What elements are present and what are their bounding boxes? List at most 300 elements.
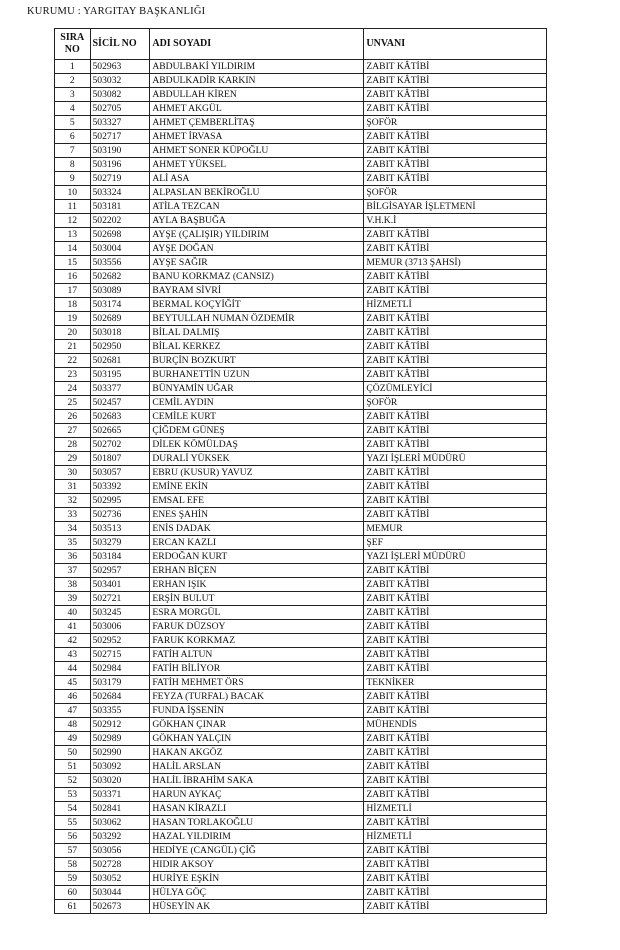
cell-unvani: ŞOFÖR: [364, 186, 547, 200]
cell-sicil-no: 503245: [90, 606, 150, 620]
cell-sicil-no: 503292: [90, 830, 150, 844]
cell-sicil-no: 503196: [90, 158, 150, 172]
cell-sira-no: 43: [55, 648, 91, 662]
cell-unvani: ZABIT KÂTİBİ: [364, 354, 547, 368]
cell-sicil-no: 503006: [90, 620, 150, 634]
cell-unvani: ZABIT KÂTİBİ: [364, 60, 547, 74]
cell-unvani: HİZMETLİ: [364, 802, 547, 816]
cell-unvani: ŞOFÖR: [364, 116, 547, 130]
cell-adi-soyadi: FARUK DÜZSOY: [150, 620, 364, 634]
cell-sira-no: 8: [55, 158, 91, 172]
header-unvani: UNVANI: [364, 29, 547, 60]
cell-adi-soyadi: ALİ ASA: [150, 172, 364, 186]
cell-sicil-no: 502728: [90, 858, 150, 872]
cell-sicil-no: 502702: [90, 438, 150, 452]
table-row: [55, 200, 547, 214]
cell-sicil-no: 503556: [90, 256, 150, 270]
cell-unvani: YAZI İŞLERİ MÜDÜRÜ: [364, 452, 547, 466]
cell-adi-soyadi: HURİYE EŞKİN: [150, 872, 364, 886]
cell-adi-soyadi: AYLA BAŞBUĞA: [150, 214, 364, 228]
cell-sira-no: 55: [55, 816, 91, 830]
cell-adi-soyadi: EBRU (KUSUR) YAVUZ: [150, 466, 364, 480]
cell-sira-no: 58: [55, 858, 91, 872]
cell-sira-no: 7: [55, 144, 91, 158]
table-row: [55, 620, 547, 634]
table-row: [55, 690, 547, 704]
cell-unvani: ZABIT KÂTİBİ: [364, 592, 547, 606]
cell-sira-no: 42: [55, 634, 91, 648]
cell-sira-no: 30: [55, 466, 91, 480]
table-row: [55, 830, 547, 844]
table-row: [55, 788, 547, 802]
cell-unvani: ZABIT KÂTİBİ: [364, 620, 547, 634]
cell-unvani: ZABIT KÂTİBİ: [364, 158, 547, 172]
cell-sira-no: 46: [55, 690, 91, 704]
table-row: [55, 648, 547, 662]
table-row: [55, 466, 547, 480]
cell-unvani: MÜHENDİS: [364, 718, 547, 732]
table-row: [55, 564, 547, 578]
table-row: [55, 410, 547, 424]
cell-sicil-no: 502984: [90, 662, 150, 676]
cell-unvani: TEKNİKER: [364, 676, 547, 690]
cell-sicil-no: 503377: [90, 382, 150, 396]
cell-sicil-no: 503174: [90, 298, 150, 312]
cell-adi-soyadi: BURÇİN BOZKURT: [150, 354, 364, 368]
header-sicil-no: SİCİL NO: [90, 29, 150, 60]
cell-sira-no: 22: [55, 354, 91, 368]
cell-adi-soyadi: ÇİĞDEM GÜNEŞ: [150, 424, 364, 438]
cell-unvani: ZABIT KÂTİBİ: [364, 368, 547, 382]
cell-sicil-no: 503052: [90, 872, 150, 886]
cell-adi-soyadi: BAYRAM SİVRİ: [150, 284, 364, 298]
cell-unvani: ZABIT KÂTİBİ: [364, 312, 547, 326]
cell-adi-soyadi: BERMAL KOÇYİĞİT: [150, 298, 364, 312]
cell-sira-no: 9: [55, 172, 91, 186]
cell-adi-soyadi: DURALİ YÜKSEK: [150, 452, 364, 466]
cell-sira-no: 32: [55, 494, 91, 508]
cell-sira-no: 25: [55, 396, 91, 410]
cell-sira-no: 2: [55, 74, 91, 88]
table-row: [55, 228, 547, 242]
cell-adi-soyadi: BURHANETTİN UZUN: [150, 368, 364, 382]
cell-unvani: ŞOFÖR: [364, 396, 547, 410]
cell-sicil-no: 501807: [90, 452, 150, 466]
cell-adi-soyadi: BİLAL DALMIŞ: [150, 326, 364, 340]
cell-unvani: YAZI İŞLERİ MÜDÜRÜ: [364, 550, 547, 564]
cell-adi-soyadi: HASAN TORLAKOĞLU: [150, 816, 364, 830]
personnel-table: [54, 28, 547, 914]
cell-adi-soyadi: ABDULLAH KİREN: [150, 88, 364, 102]
cell-sira-no: 37: [55, 564, 91, 578]
cell-unvani: ZABIT KÂTİBİ: [364, 494, 547, 508]
table-row: [55, 760, 547, 774]
cell-sicil-no: 502682: [90, 270, 150, 284]
cell-adi-soyadi: ERDOĞAN KURT: [150, 550, 364, 564]
cell-unvani: ZABIT KÂTİBİ: [364, 74, 547, 88]
cell-sicil-no: 503392: [90, 480, 150, 494]
cell-sicil-no: 503082: [90, 88, 150, 102]
cell-adi-soyadi: AYŞE SAĞIR: [150, 256, 364, 270]
cell-sira-no: 60: [55, 886, 91, 900]
cell-unvani: ZABIT KÂTİBİ: [364, 816, 547, 830]
table-row: [55, 732, 547, 746]
cell-sicil-no: 503004: [90, 242, 150, 256]
cell-unvani: ZABIT KÂTİBİ: [364, 606, 547, 620]
cell-sira-no: 28: [55, 438, 91, 452]
table-row: [55, 718, 547, 732]
cell-adi-soyadi: FARUK KORKMAZ: [150, 634, 364, 648]
cell-adi-soyadi: BEYTULLAH NUMAN ÖZDEMİR: [150, 312, 364, 326]
table-row: [55, 592, 547, 606]
cell-adi-soyadi: AHMET AKGÜL: [150, 102, 364, 116]
cell-adi-soyadi: BÜNYAMİN UĞAR: [150, 382, 364, 396]
cell-sira-no: 56: [55, 830, 91, 844]
cell-adi-soyadi: HAZAL YILDIRIM: [150, 830, 364, 844]
cell-sira-no: 31: [55, 480, 91, 494]
table-row: [55, 704, 547, 718]
table-row: [55, 606, 547, 620]
cell-sira-no: 38: [55, 578, 91, 592]
cell-sicil-no: 502957: [90, 564, 150, 578]
cell-unvani: ZABIT KÂTİBİ: [364, 746, 547, 760]
cell-adi-soyadi: ERHAN BİÇEN: [150, 564, 364, 578]
table-row: [55, 354, 547, 368]
cell-unvani: ZABIT KÂTİBİ: [364, 648, 547, 662]
cell-sira-no: 36: [55, 550, 91, 564]
cell-unvani: ZABIT KÂTİBİ: [364, 284, 547, 298]
cell-sira-no: 39: [55, 592, 91, 606]
cell-sicil-no: 502683: [90, 410, 150, 424]
table-row: [55, 74, 547, 88]
table-row: [55, 88, 547, 102]
table-row: [55, 802, 547, 816]
cell-sira-no: 11: [55, 200, 91, 214]
cell-sicil-no: 503092: [90, 760, 150, 774]
cell-sira-no: 18: [55, 298, 91, 312]
cell-sira-no: 49: [55, 732, 91, 746]
table-row: [55, 158, 547, 172]
cell-unvani: ZABIT KÂTİBİ: [364, 564, 547, 578]
cell-unvani: MEMUR: [364, 522, 547, 536]
table-row: [55, 676, 547, 690]
cell-sira-no: 52: [55, 774, 91, 788]
cell-sicil-no: 502689: [90, 312, 150, 326]
cell-sira-no: 47: [55, 704, 91, 718]
cell-sira-no: 16: [55, 270, 91, 284]
cell-adi-soyadi: BİLAL KERKEZ: [150, 340, 364, 354]
cell-sicil-no: 502681: [90, 354, 150, 368]
cell-unvani: ZABIT KÂTİBİ: [364, 438, 547, 452]
cell-sicil-no: 503032: [90, 74, 150, 88]
cell-sicil-no: 502989: [90, 732, 150, 746]
cell-unvani: ZABIT KÂTİBİ: [364, 102, 547, 116]
cell-sira-no: 40: [55, 606, 91, 620]
table-row: [55, 130, 547, 144]
table-row: [55, 214, 547, 228]
table-row: [55, 298, 547, 312]
cell-unvani: ZABIT KÂTİBİ: [364, 130, 547, 144]
cell-unvani: ŞEF: [364, 536, 547, 550]
header-sira-no: SIRA NO: [55, 29, 91, 60]
cell-sicil-no: 502705: [90, 102, 150, 116]
cell-unvani: ZABIT KÂTİBİ: [364, 634, 547, 648]
cell-sira-no: 13: [55, 228, 91, 242]
table-row: [55, 746, 547, 760]
cell-unvani: ZABIT KÂTİBİ: [364, 844, 547, 858]
table-row: [55, 536, 547, 550]
cell-adi-soyadi: AHMET YÜKSEL: [150, 158, 364, 172]
cell-adi-soyadi: ABDULKADİR KARKIN: [150, 74, 364, 88]
cell-adi-soyadi: FATİH BİLİYOR: [150, 662, 364, 676]
cell-unvani: V.H.K.İ: [364, 214, 547, 228]
cell-unvani: ZABIT KÂTİBİ: [364, 578, 547, 592]
cell-sira-no: 34: [55, 522, 91, 536]
cell-sira-no: 1: [55, 60, 91, 74]
table-row: [55, 172, 547, 186]
cell-sicil-no: 502721: [90, 592, 150, 606]
cell-sicil-no: 502719: [90, 172, 150, 186]
cell-sicil-no: 503401: [90, 578, 150, 592]
cell-sira-no: 21: [55, 340, 91, 354]
cell-unvani: ZABIT KÂTİBİ: [364, 900, 547, 914]
cell-sira-no: 4: [55, 102, 91, 116]
cell-unvani: ZABIT KÂTİBİ: [364, 690, 547, 704]
cell-sicil-no: 503371: [90, 788, 150, 802]
cell-sicil-no: 502841: [90, 802, 150, 816]
cell-sicil-no: 503181: [90, 200, 150, 214]
cell-sicil-no: 502715: [90, 648, 150, 662]
cell-sicil-no: 503089: [90, 284, 150, 298]
cell-sira-no: 57: [55, 844, 91, 858]
cell-sicil-no: 502673: [90, 900, 150, 914]
table-row: [55, 102, 547, 116]
cell-sicil-no: 502717: [90, 130, 150, 144]
table-row: [55, 144, 547, 158]
cell-adi-soyadi: FEYZA (TURFAL) BACAK: [150, 690, 364, 704]
cell-sira-no: 41: [55, 620, 91, 634]
cell-unvani: ZABIT KÂTİBİ: [364, 228, 547, 242]
cell-unvani: ZABIT KÂTİBİ: [364, 788, 547, 802]
table-row: [55, 522, 547, 536]
table-row: [55, 284, 547, 298]
cell-adi-soyadi: ERHAN IŞIK: [150, 578, 364, 592]
cell-sicil-no: 502950: [90, 340, 150, 354]
table-body: [55, 60, 547, 914]
table-row: [55, 774, 547, 788]
cell-adi-soyadi: EMSAL EFE: [150, 494, 364, 508]
cell-sicil-no: 502912: [90, 718, 150, 732]
cell-unvani: ZABIT KÂTİBİ: [364, 872, 547, 886]
cell-adi-soyadi: ABDULBAKİ YILDIRIM: [150, 60, 364, 74]
cell-sicil-no: 502665: [90, 424, 150, 438]
cell-sicil-no: 503179: [90, 676, 150, 690]
header-adi-soyadi: ADI SOYADI: [150, 29, 364, 60]
cell-sira-no: 23: [55, 368, 91, 382]
cell-adi-soyadi: HÜLYA GÖÇ: [150, 886, 364, 900]
cell-unvani: ZABIT KÂTİBİ: [364, 242, 547, 256]
cell-adi-soyadi: ERŞİN BULUT: [150, 592, 364, 606]
table-row: [55, 662, 547, 676]
table-row: [55, 270, 547, 284]
cell-sicil-no: 503190: [90, 144, 150, 158]
table-header: [55, 29, 547, 60]
cell-adi-soyadi: HAKAN AKGÖZ: [150, 746, 364, 760]
table-row: [55, 886, 547, 900]
cell-sira-no: 24: [55, 382, 91, 396]
cell-unvani: ZABIT KÂTİBİ: [364, 760, 547, 774]
cell-sira-no: 26: [55, 410, 91, 424]
table-row: [55, 396, 547, 410]
cell-sicil-no: 503057: [90, 466, 150, 480]
cell-sira-no: 5: [55, 116, 91, 130]
table-row: [55, 578, 547, 592]
cell-sicil-no: 502202: [90, 214, 150, 228]
cell-adi-soyadi: AYŞE (ÇALIŞIR) YILDIRIM: [150, 228, 364, 242]
cell-unvani: HİZMETLİ: [364, 298, 547, 312]
table-row: [55, 382, 547, 396]
table-row: [55, 312, 547, 326]
cell-unvani: ZABIT KÂTİBİ: [364, 172, 547, 186]
cell-unvani: ZABIT KÂTİBİ: [364, 732, 547, 746]
cell-sicil-no: 502990: [90, 746, 150, 760]
cell-sicil-no: 503020: [90, 774, 150, 788]
cell-adi-soyadi: FATİH MEHMET ÖRS: [150, 676, 364, 690]
cell-sicil-no: 502684: [90, 690, 150, 704]
cell-sicil-no: 503018: [90, 326, 150, 340]
table-row: [55, 326, 547, 340]
cell-adi-soyadi: HALİL ARSLAN: [150, 760, 364, 774]
table-row: [55, 816, 547, 830]
cell-adi-soyadi: HÜSEYİN AK: [150, 900, 364, 914]
table-row: [55, 452, 547, 466]
table-row: [55, 844, 547, 858]
cell-sicil-no: 503327: [90, 116, 150, 130]
table-row: [55, 60, 547, 74]
cell-unvani: ZABIT KÂTİBİ: [364, 144, 547, 158]
cell-sira-no: 12: [55, 214, 91, 228]
cell-sicil-no: 503184: [90, 550, 150, 564]
cell-unvani: ZABIT KÂTİBİ: [364, 774, 547, 788]
table-row: [55, 480, 547, 494]
cell-adi-soyadi: CEMİLE KURT: [150, 410, 364, 424]
cell-sira-no: 3: [55, 88, 91, 102]
cell-sira-no: 17: [55, 284, 91, 298]
cell-sicil-no: 502952: [90, 634, 150, 648]
cell-sira-no: 19: [55, 312, 91, 326]
cell-sicil-no: 503355: [90, 704, 150, 718]
cell-sicil-no: 502457: [90, 396, 150, 410]
cell-sicil-no: 503279: [90, 536, 150, 550]
cell-sicil-no: 503195: [90, 368, 150, 382]
cell-unvani: ZABIT KÂTİBİ: [364, 270, 547, 284]
cell-adi-soyadi: GÖKHAN ÇINAR: [150, 718, 364, 732]
cell-adi-soyadi: HEDİYE (CANGÜL) ÇİĞ: [150, 844, 364, 858]
cell-adi-soyadi: ERCAN KAZLI: [150, 536, 364, 550]
cell-adi-soyadi: AHMET SONER KÜPOĞLU: [150, 144, 364, 158]
cell-sira-no: 14: [55, 242, 91, 256]
cell-unvani: ZABIT KÂTİBİ: [364, 508, 547, 522]
cell-sira-no: 50: [55, 746, 91, 760]
table-row: [55, 438, 547, 452]
table-row: [55, 872, 547, 886]
cell-sicil-no: 503513: [90, 522, 150, 536]
institution-header: KURUMU : YARGITAY BAŞKANLIĞI: [27, 6, 206, 17]
cell-unvani: ZABIT KÂTİBİ: [364, 88, 547, 102]
table-row: [55, 550, 547, 564]
table-row: [55, 242, 547, 256]
cell-unvani: ZABIT KÂTİBİ: [364, 480, 547, 494]
table-row: [55, 634, 547, 648]
cell-unvani: ZABIT KÂTİBİ: [364, 704, 547, 718]
table-row: [55, 116, 547, 130]
cell-sira-no: 35: [55, 536, 91, 550]
cell-sicil-no: 503044: [90, 886, 150, 900]
cell-adi-soyadi: AYŞE DOĞAN: [150, 242, 364, 256]
cell-adi-soyadi: FATİH ALTUN: [150, 648, 364, 662]
table-row: [55, 508, 547, 522]
cell-adi-soyadi: ATİLA TEZCAN: [150, 200, 364, 214]
cell-sira-no: 10: [55, 186, 91, 200]
cell-sira-no: 44: [55, 662, 91, 676]
cell-unvani: ZABIT KÂTİBİ: [364, 886, 547, 900]
cell-sicil-no: 502995: [90, 494, 150, 508]
cell-sira-no: 54: [55, 802, 91, 816]
cell-sira-no: 45: [55, 676, 91, 690]
cell-adi-soyadi: EMİNE EKİN: [150, 480, 364, 494]
cell-sira-no: 20: [55, 326, 91, 340]
cell-adi-soyadi: HASAN KİRAZLI: [150, 802, 364, 816]
cell-adi-soyadi: CEMİL AYDIN: [150, 396, 364, 410]
cell-adi-soyadi: GÖKHAN YALÇIN: [150, 732, 364, 746]
cell-unvani: ÇÖZÜMLEYİCİ: [364, 382, 547, 396]
cell-sicil-no: 502736: [90, 508, 150, 522]
cell-sicil-no: 503062: [90, 816, 150, 830]
cell-unvani: ZABIT KÂTİBİ: [364, 858, 547, 872]
table-row: [55, 858, 547, 872]
cell-unvani: ZABIT KÂTİBİ: [364, 424, 547, 438]
cell-adi-soyadi: ENİS DADAK: [150, 522, 364, 536]
cell-unvani: MEMUR (3713 ŞAHSİ): [364, 256, 547, 270]
cell-sira-no: 59: [55, 872, 91, 886]
cell-sira-no: 29: [55, 452, 91, 466]
cell-adi-soyadi: HIDIR AKSOY: [150, 858, 364, 872]
cell-sira-no: 61: [55, 900, 91, 914]
cell-adi-soyadi: ENES ŞAHİN: [150, 508, 364, 522]
table-row: [55, 256, 547, 270]
table-row: [55, 424, 547, 438]
cell-sira-no: 48: [55, 718, 91, 732]
table-row: [55, 900, 547, 914]
cell-adi-soyadi: ALPASLAN BEKİROĞLU: [150, 186, 364, 200]
cell-sira-no: 6: [55, 130, 91, 144]
cell-sira-no: 27: [55, 424, 91, 438]
cell-sira-no: 53: [55, 788, 91, 802]
cell-adi-soyadi: DİLEK KÖMÜLDAŞ: [150, 438, 364, 452]
cell-adi-soyadi: AHMET İRVASA: [150, 130, 364, 144]
cell-unvani: ZABIT KÂTİBİ: [364, 662, 547, 676]
table-row: [55, 494, 547, 508]
cell-adi-soyadi: AHMET ÇEMBERLİTAŞ: [150, 116, 364, 130]
table-row: [55, 186, 547, 200]
header-row: [55, 29, 547, 60]
cell-adi-soyadi: BANU KORKMAZ (CANSIZ): [150, 270, 364, 284]
cell-sicil-no: 502698: [90, 228, 150, 242]
cell-sicil-no: 503056: [90, 844, 150, 858]
table-row: [55, 340, 547, 354]
cell-unvani: ZABIT KÂTİBİ: [364, 466, 547, 480]
cell-adi-soyadi: HARUN AYKAÇ: [150, 788, 364, 802]
